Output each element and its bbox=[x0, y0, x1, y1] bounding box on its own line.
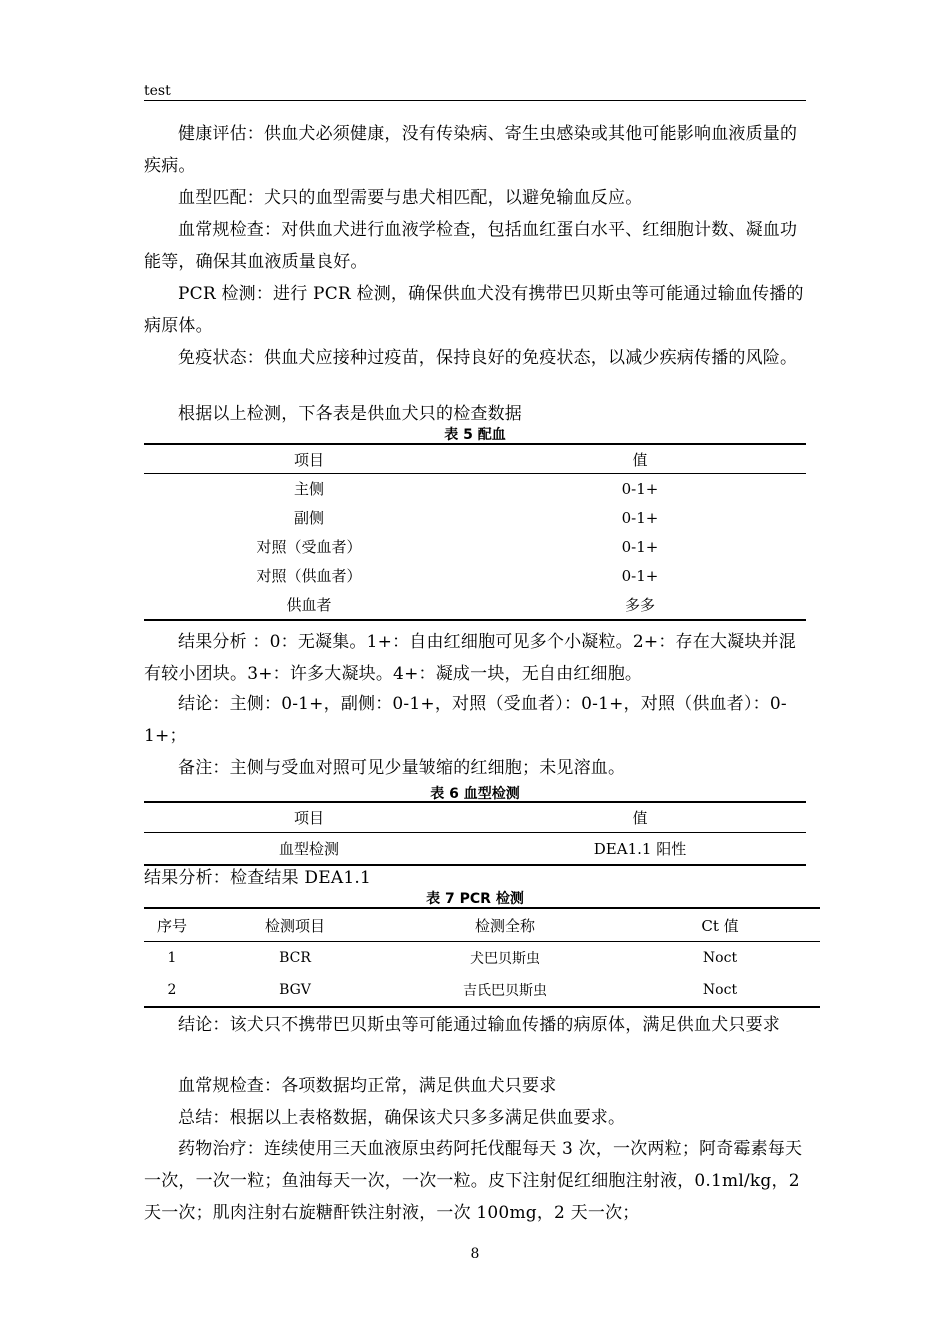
paragraph-conclusion-pcr: 结论：该犬只不携带巴贝斯虫等可能通过输血传播的病原体，满足供血犬只要求 bbox=[178, 1015, 780, 1035]
paragraph-intro-tables: 根据以上检测，下各表是供血犬只的检查数据 bbox=[178, 404, 522, 424]
table-row bbox=[144, 532, 806, 561]
paragraph-conclusion-crossmatch: 结论：主侧：0-1+，副侧：0-1+，对照（受血者）：0-1+，对照（供血者）：0-1+； bbox=[144, 694, 787, 746]
column-header: Ct 值 bbox=[620, 908, 820, 942]
table-header-row bbox=[144, 802, 806, 833]
table-cell: BGV bbox=[279, 982, 311, 998]
table-cell: 0-1+ bbox=[621, 508, 659, 527]
table-cell: Noct bbox=[702, 950, 738, 966]
page-header: test bbox=[144, 82, 806, 101]
paragraph-result-analysis: 结果分析 ：0：无凝集。1+：自由红细胞可见多个小凝粒。2+：存在大凝块并混有较小团块。3+：许多大凝块。4+：凝成一块，无自由红细胞。 bbox=[144, 632, 796, 684]
table-cell: 0-1+ bbox=[621, 537, 659, 556]
table-row bbox=[144, 474, 806, 504]
column-header: 值 bbox=[474, 444, 806, 474]
paragraph-drug-treatment: 药物治疗：连续使用三天血液原虫药阿托伐醌每天 3 次，一次两粒；阿奇霉素每天一次，一次一粒；鱼油每天一次，一次一粒。皮下注射促红细胞注射液，0.1ml/kg，2 天一次；肌肉注射右旋糖酐铁注射液，一次 100mg，2 天一次； bbox=[144, 1139, 803, 1223]
table-cell: 多多 bbox=[624, 596, 655, 614]
table-row bbox=[144, 561, 806, 590]
table6-caption: 表 6 血型检测 bbox=[430, 786, 520, 802]
table-cell: 对照（受血者） bbox=[256, 538, 362, 556]
paragraph-health-assessment: 健康评估：供血犬必须健康，没有传染病、寄生虫感染或其他可能影响血液质量的疾病。 bbox=[144, 124, 798, 176]
paragraph-immunity: 免疫状态：供血犬应接种过疫苗，保持良好的免疫状态，以减少疾病传播的风险。 bbox=[178, 348, 798, 368]
paragraph-summary: 总结：根据以上表格数据，确保该犬只多多满足供血要求。 bbox=[178, 1108, 626, 1128]
paragraph-pcr: PCR 检测：进行 PCR 检测，确保供血犬没有携带巴贝斯虫等可能通过输血传播的病原体。 bbox=[144, 284, 804, 336]
table-cell: 0-1+ bbox=[621, 566, 659, 585]
table-header-row bbox=[144, 444, 806, 474]
column-header: 检测全称 bbox=[390, 908, 620, 942]
page-number: 8 bbox=[470, 1246, 480, 1262]
blood-type-table bbox=[144, 801, 806, 866]
table-cell: 吉氏巴贝斯虫 bbox=[463, 983, 547, 999]
table-cell: 犬巴贝斯虫 bbox=[470, 951, 540, 967]
table-row bbox=[144, 503, 806, 532]
paragraph-blood-type-result: 结果分析：检查结果 DEA1.1 bbox=[144, 868, 371, 888]
paragraph-blood-routine-result: 血常规检查：各项数据均正常，满足供血犬只要求 bbox=[178, 1076, 557, 1096]
table-cell: 主侧 bbox=[293, 480, 324, 498]
table-cell: 1 bbox=[167, 950, 177, 966]
table-cell: 对照（供血者） bbox=[256, 567, 362, 585]
table-cell: BCR bbox=[279, 950, 311, 966]
table-row bbox=[144, 974, 820, 1007]
table-cell: DEA1.1 阳性 bbox=[593, 840, 687, 858]
column-header: 项目 bbox=[144, 802, 474, 833]
table-header-row bbox=[144, 908, 820, 942]
paragraph-blood-type-match: 血型匹配：犬只的血型需要与患犬相匹配，以避免输血反应。 bbox=[178, 188, 643, 208]
table-cell: Noct bbox=[702, 982, 738, 998]
table-row bbox=[144, 833, 806, 866]
column-header: 项目 bbox=[144, 444, 474, 474]
paragraph-remark: 备注：主侧与受血对照可见少量皱缩的红细胞；未见溶血。 bbox=[178, 758, 626, 778]
column-header: 检测项目 bbox=[200, 908, 390, 942]
pcr-table bbox=[144, 907, 820, 1008]
table7-caption: 表 7 PCR 检测 bbox=[426, 891, 524, 907]
table-row bbox=[144, 942, 820, 975]
table-cell: 2 bbox=[167, 982, 177, 998]
table5-caption: 表 5 配血 bbox=[444, 427, 506, 443]
table-cell: 副侧 bbox=[293, 509, 324, 527]
table-cell: 血型检测 bbox=[278, 840, 339, 858]
paragraph-blood-routine: 血常规检查：对供血犬进行血液学检查，包括血红蛋白水平、红细胞计数、凝血功能等，确保其血液质量良好。 bbox=[144, 220, 798, 272]
crossmatch-table bbox=[144, 443, 806, 621]
table-cell: 供血者 bbox=[286, 596, 332, 614]
column-header: 序号 bbox=[144, 908, 200, 942]
table-cell: 0-1+ bbox=[621, 479, 659, 498]
column-header: 值 bbox=[474, 802, 806, 833]
table-row bbox=[144, 590, 806, 620]
